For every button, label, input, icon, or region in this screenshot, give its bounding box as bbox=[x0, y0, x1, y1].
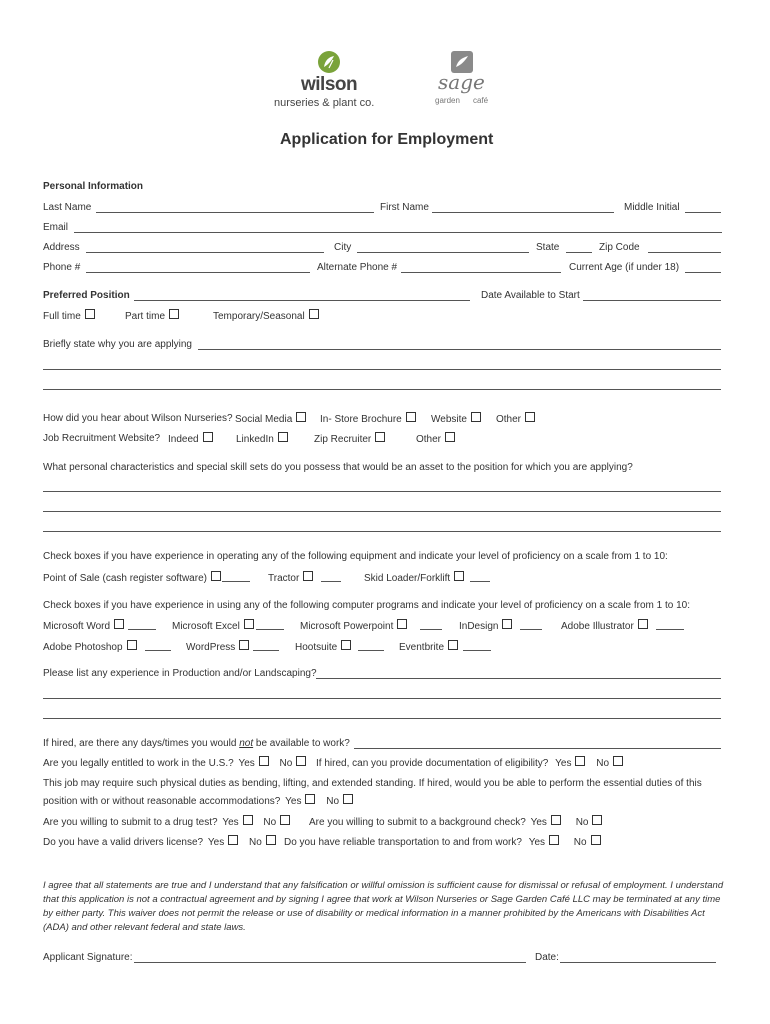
equipment-intro: Check boxes if you have experience in operating any of the following equipment and indicate your level of proficiency on a scale from 1 to 10: bbox=[43, 551, 668, 562]
powerpoint-option[interactable] bbox=[300, 619, 407, 632]
part-time-option[interactable] bbox=[125, 309, 179, 322]
temporary-label: Temporary/Seasonal bbox=[213, 311, 305, 322]
programs-intro: Check boxes if you have experience in using any of the following computer programs and indicate your level of proficiency on a scale from 1 to 10: bbox=[43, 600, 691, 611]
address-label: Address bbox=[43, 242, 80, 253]
date-label: Date: bbox=[535, 952, 559, 963]
middle-initial-field[interactable] bbox=[685, 212, 721, 213]
wordpress-level-field[interactable] bbox=[253, 650, 279, 651]
alt-phone-label: Alternate Phone # bbox=[317, 262, 398, 273]
photoshop-level-field[interactable] bbox=[145, 650, 171, 651]
license-label: Do you have a valid drivers license? bbox=[43, 837, 204, 848]
age-field[interactable] bbox=[685, 272, 721, 273]
duties-question bbox=[43, 794, 353, 807]
why-applying-label: Briefly state why you are applying bbox=[43, 339, 192, 350]
skid-checkbox[interactable] bbox=[454, 571, 464, 581]
ziprecruiter-option[interactable] bbox=[314, 432, 385, 445]
background-label: Are you willing to submit to a background check? bbox=[309, 817, 526, 828]
excel-label: Microsoft Excel bbox=[172, 621, 240, 632]
indeed-label: Indeed bbox=[168, 434, 199, 445]
part-time-label: Part time bbox=[125, 311, 166, 322]
illustrator-checkbox[interactable] bbox=[638, 619, 648, 629]
in-store-checkbox[interactable] bbox=[406, 412, 416, 422]
hear-question: How did you hear about Wilson Nurseries? bbox=[43, 413, 233, 424]
email-label: Email bbox=[43, 222, 69, 233]
license-no-label: No bbox=[248, 837, 262, 848]
drug-yes-label: Yes bbox=[222, 817, 239, 828]
in-store-option[interactable] bbox=[320, 412, 416, 425]
pos-level-field[interactable] bbox=[222, 581, 250, 582]
social-media-option[interactable] bbox=[235, 412, 306, 425]
availability-q-pre: If hired, are there any days/times you would bbox=[43, 738, 240, 749]
other-label-2: Other bbox=[416, 434, 442, 445]
word-level-field[interactable] bbox=[128, 629, 156, 630]
linkedin-checkbox[interactable] bbox=[278, 432, 288, 442]
other-checkbox-1[interactable] bbox=[525, 412, 535, 422]
full-time-checkbox[interactable] bbox=[85, 309, 95, 319]
excel-level-field[interactable] bbox=[256, 629, 284, 630]
production-field-2[interactable] bbox=[43, 698, 721, 699]
availability-field[interactable] bbox=[354, 748, 721, 749]
transport-yes-label: Yes bbox=[528, 837, 546, 848]
background-question bbox=[309, 815, 602, 828]
drug-no-checkbox[interactable] bbox=[280, 815, 290, 825]
full-time-label: Full time bbox=[43, 311, 81, 322]
email-field[interactable] bbox=[74, 232, 722, 233]
last-name-label: Last Name bbox=[43, 202, 92, 213]
tractor-label: Tractor bbox=[268, 573, 300, 584]
docs-no-label: No bbox=[596, 758, 610, 769]
state-label: State bbox=[536, 242, 560, 253]
duties-yes-checkbox[interactable] bbox=[305, 794, 315, 804]
wordpress-option[interactable] bbox=[186, 640, 249, 653]
license-yes-label: Yes bbox=[207, 837, 225, 848]
why-applying-field-1[interactable] bbox=[198, 349, 721, 350]
job-site-question: Job Recruitment Website? bbox=[43, 433, 161, 444]
word-label: Microsoft Word bbox=[43, 621, 111, 632]
skills-field-3[interactable] bbox=[43, 531, 721, 532]
date-available-label: Date Available to Start bbox=[481, 290, 580, 301]
duties-yes-label: Yes bbox=[285, 796, 302, 807]
duties-no-label: No bbox=[326, 796, 340, 807]
skid-level-field[interactable] bbox=[470, 581, 490, 582]
transport-no-label: No bbox=[573, 837, 587, 848]
middle-initial-label: Middle Initial bbox=[624, 202, 680, 213]
temporary-option[interactable] bbox=[213, 309, 319, 322]
transport-question bbox=[284, 835, 601, 848]
wilson-logo bbox=[270, 50, 390, 112]
illustrator-level-field[interactable] bbox=[656, 629, 684, 630]
first-name-field[interactable] bbox=[432, 212, 614, 213]
other-label-1: Other bbox=[496, 414, 522, 425]
legal-no-checkbox[interactable] bbox=[296, 756, 306, 766]
eventbrite-label: Eventbrite bbox=[399, 642, 445, 653]
other-checkbox-2[interactable] bbox=[445, 432, 455, 442]
background-no-checkbox[interactable] bbox=[592, 815, 602, 825]
wilson-name: wilson bbox=[301, 74, 358, 95]
docs-yes-checkbox[interactable] bbox=[575, 756, 585, 766]
zip-label: Zip Code bbox=[599, 242, 640, 253]
skid-option[interactable] bbox=[364, 571, 464, 584]
legal-yes-label: Yes bbox=[238, 758, 255, 769]
background-yes-checkbox[interactable] bbox=[551, 815, 561, 825]
date-available-field[interactable] bbox=[583, 300, 721, 301]
hootsuite-label: Hootsuite bbox=[295, 642, 338, 653]
availability-question bbox=[43, 738, 350, 749]
legal-question bbox=[43, 756, 306, 769]
temporary-checkbox[interactable] bbox=[309, 309, 319, 319]
availability-q-post: be available to work? bbox=[253, 738, 350, 749]
duties-no-checkbox[interactable] bbox=[343, 794, 353, 804]
word-option[interactable] bbox=[43, 619, 124, 632]
agreement-text: I agree that all statements are true and I understand that any falsification or willful omission is sufficient cause for dismissal or refusal of employment. I understand that this application is not a contractual agreement and by signing I agree that work at Wilson Nurseries or Sage Garden Café LLC may be terminated at any time by either party. This waiver does not permit the release or use of disability or medical information in a manner prohibited by the Americans with Disabilities Act (ADA) and other relevant federal and state laws. bbox=[43, 880, 724, 933]
eventbrite-option[interactable] bbox=[399, 640, 458, 653]
in-store-label: In- Store Brochure bbox=[320, 414, 402, 425]
skills-field-2[interactable] bbox=[43, 511, 721, 512]
website-option[interactable] bbox=[431, 412, 481, 425]
background-no-label: No bbox=[575, 817, 589, 828]
indesign-checkbox[interactable] bbox=[502, 619, 512, 629]
indesign-label: InDesign bbox=[459, 621, 499, 632]
city-field[interactable] bbox=[357, 252, 529, 253]
background-yes-label: Yes bbox=[530, 817, 547, 828]
wilson-leaf-icon bbox=[317, 50, 341, 74]
docs-question bbox=[316, 756, 623, 769]
pos-checkbox[interactable] bbox=[211, 571, 221, 581]
wordpress-label: WordPress bbox=[186, 642, 236, 653]
phone-label: Phone # bbox=[43, 262, 81, 273]
excel-checkbox[interactable] bbox=[244, 619, 254, 629]
part-time-checkbox[interactable] bbox=[169, 309, 179, 319]
other-option-2[interactable] bbox=[416, 432, 455, 445]
illustrator-label: Adobe Illustrator bbox=[561, 621, 634, 632]
social-media-checkbox[interactable] bbox=[296, 412, 306, 422]
tractor-option[interactable] bbox=[268, 571, 313, 584]
skills-question: What personal characteristics and special skill sets do you possess that would be an asset to the position for which you are applying? bbox=[43, 462, 633, 473]
pos-label: Point of Sale (cash register software) bbox=[43, 573, 207, 584]
sage-name: sage bbox=[438, 70, 485, 94]
word-checkbox[interactable] bbox=[114, 619, 124, 629]
hootsuite-option[interactable] bbox=[295, 640, 351, 653]
legal-yes-checkbox[interactable] bbox=[259, 756, 269, 766]
tractor-level-field[interactable] bbox=[321, 581, 341, 582]
drug-label: Are you willing to submit to a drug test? bbox=[43, 817, 218, 828]
signature-label: Applicant Signature: bbox=[43, 952, 133, 963]
transport-label: Do you have reliable transportation to and from work? bbox=[284, 837, 522, 848]
website-label: Website bbox=[431, 414, 467, 425]
powerpoint-checkbox[interactable] bbox=[397, 619, 407, 629]
docs-yes-label: Yes bbox=[555, 758, 572, 769]
phone-field[interactable] bbox=[86, 272, 310, 273]
duties-line-1: This job may require such physical duties as bending, lifting, and extended standing. If hired, would you be able to perform the essential duties of this bbox=[43, 778, 702, 789]
legal-label: Are you legally entitled to work in the U.S.? bbox=[43, 758, 234, 769]
drug-question bbox=[43, 815, 290, 828]
production-field-3[interactable] bbox=[43, 718, 721, 719]
indesign-level-field[interactable] bbox=[520, 629, 542, 630]
tractor-checkbox[interactable] bbox=[303, 571, 313, 581]
indesign-option[interactable] bbox=[459, 619, 512, 632]
linkedin-option[interactable] bbox=[236, 432, 288, 445]
preferred-position-field[interactable] bbox=[134, 300, 470, 301]
date-field[interactable] bbox=[560, 962, 716, 963]
personal-info-heading: Personal Information bbox=[43, 181, 144, 192]
skid-label: Skid Loader/Forklift bbox=[364, 573, 451, 584]
last-name-field[interactable] bbox=[96, 212, 374, 213]
why-applying-field-3[interactable] bbox=[43, 389, 721, 390]
production-field-1[interactable] bbox=[316, 678, 721, 679]
state-field[interactable] bbox=[566, 252, 592, 253]
indeed-option[interactable] bbox=[168, 432, 213, 445]
drug-no-label: No bbox=[263, 817, 277, 828]
hootsuite-level-field[interactable] bbox=[358, 650, 384, 651]
ziprecruiter-label: Zip Recruiter bbox=[314, 434, 372, 445]
hootsuite-checkbox[interactable] bbox=[341, 640, 351, 650]
page-title: Application for Employment bbox=[280, 131, 494, 148]
indeed-checkbox[interactable] bbox=[203, 432, 213, 442]
first-name-label: First Name bbox=[380, 202, 429, 213]
sage-logo bbox=[432, 50, 502, 112]
other-option-1[interactable] bbox=[496, 412, 535, 425]
photoshop-checkbox[interactable] bbox=[127, 640, 137, 650]
excel-option[interactable] bbox=[172, 619, 254, 632]
age-label: Current Age (if under 18) bbox=[569, 262, 680, 273]
skills-field-1[interactable] bbox=[43, 491, 721, 492]
linkedin-label: LinkedIn bbox=[236, 434, 274, 445]
transport-yes-checkbox[interactable] bbox=[549, 835, 559, 845]
powerpoint-label: Microsoft Powerpoint bbox=[300, 621, 394, 632]
sage-cafe: café bbox=[473, 96, 489, 105]
eventbrite-level-field[interactable] bbox=[463, 650, 491, 651]
preferred-position-label: Preferred Position bbox=[43, 290, 130, 301]
alt-phone-field[interactable] bbox=[401, 272, 561, 273]
powerpoint-level-field[interactable] bbox=[420, 629, 442, 630]
license-no-checkbox[interactable] bbox=[266, 835, 276, 845]
pos-option[interactable] bbox=[43, 571, 221, 584]
wordpress-checkbox[interactable] bbox=[239, 640, 249, 650]
duties-line-2: position with or without reasonable accommodations? bbox=[43, 796, 281, 807]
why-applying-field-2[interactable] bbox=[43, 369, 721, 370]
docs-label: If hired, can you provide documentation of eligibility? bbox=[316, 758, 549, 769]
eventbrite-checkbox[interactable] bbox=[448, 640, 458, 650]
zip-field[interactable] bbox=[648, 252, 721, 253]
transport-no-checkbox[interactable] bbox=[591, 835, 601, 845]
full-time-option[interactable] bbox=[43, 309, 95, 322]
drug-yes-checkbox[interactable] bbox=[243, 815, 253, 825]
signature-field[interactable] bbox=[134, 962, 526, 963]
license-question bbox=[43, 835, 276, 848]
sage-garden: garden bbox=[435, 96, 460, 105]
website-checkbox[interactable] bbox=[471, 412, 481, 422]
license-yes-checkbox[interactable] bbox=[228, 835, 238, 845]
photoshop-option[interactable] bbox=[43, 640, 137, 653]
wilson-subtitle: nurseries & plant co. bbox=[274, 97, 375, 109]
legal-no-label: No bbox=[279, 758, 293, 769]
docs-no-checkbox[interactable] bbox=[613, 756, 623, 766]
illustrator-option[interactable] bbox=[561, 619, 648, 632]
availability-q-not: not bbox=[239, 738, 254, 749]
city-label: City bbox=[334, 242, 352, 253]
address-field[interactable] bbox=[86, 252, 324, 253]
social-media-label: Social Media bbox=[235, 414, 293, 425]
photoshop-label: Adobe Photoshop bbox=[43, 642, 123, 653]
ziprecruiter-checkbox[interactable] bbox=[375, 432, 385, 442]
production-question: Please list any experience in Production and/or Landscaping? bbox=[43, 668, 317, 679]
